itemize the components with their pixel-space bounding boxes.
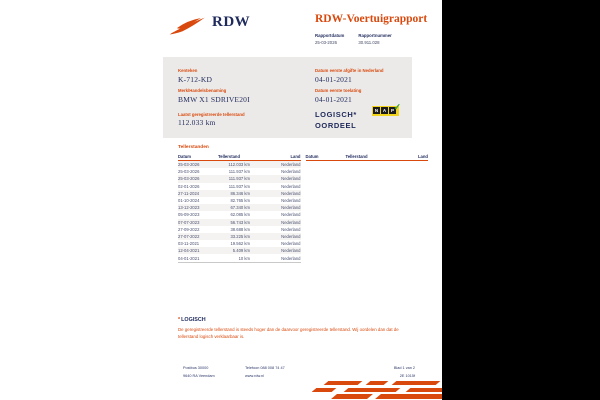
kenteken-label: Kenteken xyxy=(178,68,198,73)
tellerstand-label: Laatst geregistreerde tellerstand xyxy=(178,111,245,117)
table-row xyxy=(178,254,301,261)
nap-checkmark-icon: ✓ xyxy=(393,102,401,112)
cell-land: Nederland xyxy=(281,183,301,189)
summary-left-column xyxy=(178,68,308,132)
cell-land: Nederland xyxy=(281,233,301,239)
cell-datum: 25-03-2026 xyxy=(178,162,200,168)
table-row xyxy=(178,226,301,233)
footer-page-indicator: Blad 1 van 2 xyxy=(393,366,415,370)
footer-form-code: 2E 1015f xyxy=(399,373,415,378)
report-date xyxy=(315,33,344,45)
footnote-body: De geregistreerde tellerstand is steeds hoger dan de daarvoor geregistreerde tellerstand. Wij oordelen dan dat de tellerstand logisch verklaarbaar is. xyxy=(178,327,399,340)
footer-address-line1: Postbus 30000 xyxy=(183,366,209,370)
rdw-eagle-icon xyxy=(168,14,206,41)
cell-tellerstand: 33.225 km xyxy=(230,233,250,239)
rdw-logo xyxy=(168,14,250,41)
footer-paging xyxy=(394,366,415,381)
table-row xyxy=(178,211,301,218)
table-row xyxy=(178,161,301,168)
afgifte-value: 04-01-2021 xyxy=(315,74,352,84)
table-row xyxy=(178,183,301,190)
cell-tellerstand: 111.937 km xyxy=(228,183,250,189)
kenteken-value: K-712-KD xyxy=(178,74,213,84)
cell-tellerstand: 62.085 km xyxy=(230,212,250,218)
cell-land: Nederland xyxy=(281,198,301,204)
cell-datum: 04-01-2021 xyxy=(178,255,200,261)
report-number xyxy=(358,33,391,45)
rdw-logo-text: RDW xyxy=(212,14,251,30)
toelating-label: Datum eerste toelating xyxy=(315,88,362,93)
cell-tellerstand: 112.033 km xyxy=(228,162,250,168)
footnote-heading xyxy=(178,317,420,323)
cell-tellerstand: 67.340 km xyxy=(230,205,250,211)
cell-land: Nederland xyxy=(281,176,301,182)
cell-land: Nederland xyxy=(281,162,301,168)
report-meta xyxy=(315,33,392,45)
cell-tellerstand: 19.562 km xyxy=(230,241,250,247)
column-header-tellerstand: Tellerstand xyxy=(345,154,368,159)
afgifte-label: Datum eerste afgifte in Nederland xyxy=(315,68,384,73)
table-row xyxy=(178,233,301,240)
cell-datum: 05-09-2023 xyxy=(178,212,200,218)
merk-label: Merk/Handelsbenaming xyxy=(178,88,227,93)
table-row xyxy=(178,247,301,254)
table-header-left xyxy=(178,153,301,161)
table-row xyxy=(178,197,301,204)
footnote-heading-text: LOGISCH xyxy=(181,317,206,323)
cell-datum: 27-07-2022 xyxy=(178,233,200,239)
column-header-land: Land xyxy=(417,154,428,159)
cell-land: Nederland xyxy=(281,190,301,196)
page-title: RDW-Voertuigrapport xyxy=(315,13,428,25)
verdict-line2: OORDEEL xyxy=(315,121,357,131)
column-header-datum: Datum xyxy=(178,154,192,159)
cell-land: Nederland xyxy=(281,255,301,261)
footnote xyxy=(178,317,420,340)
cell-land: Nederland xyxy=(281,241,301,247)
cell-tellerstand: 111.937 km xyxy=(228,176,250,182)
cell-tellerstand: 38.688 km xyxy=(230,226,250,232)
toelating-value: 04-01-2021 xyxy=(315,94,352,104)
verdict-line1: LOGISCH* xyxy=(315,109,357,119)
cell-land: Nederland xyxy=(281,169,301,175)
footnote-star: * xyxy=(178,317,181,323)
cell-datum: 07-07-2023 xyxy=(178,219,200,225)
cell-datum: 03-11-2021 xyxy=(178,241,200,247)
table-row xyxy=(178,175,301,182)
nap-letter-p: P xyxy=(390,108,394,113)
table-row xyxy=(178,190,301,197)
cell-datum: 01-10-2024 xyxy=(178,198,200,204)
nap-letter-n: N xyxy=(374,108,379,113)
meter-readings-table xyxy=(178,153,428,263)
cell-tellerstand: 111.937 km xyxy=(228,169,250,175)
report-date-value: 25-03-2026 xyxy=(315,39,337,45)
footer-website: www.rdw.nl xyxy=(245,373,264,378)
cell-tellerstand: 5.409 km xyxy=(232,248,250,254)
cell-datum: 25-03-2026 xyxy=(178,176,200,182)
cell-tellerstand: 56.743 km xyxy=(230,219,250,225)
cell-tellerstand: 82.765 km xyxy=(230,198,250,204)
footer-address-line2: 9640 RA Veendam xyxy=(183,373,215,378)
column-header-datum: Datum xyxy=(305,154,319,159)
table-row xyxy=(178,240,301,247)
cell-land: Nederland xyxy=(281,205,301,211)
column-header-land: Land xyxy=(290,154,301,159)
cell-datum: 02-01-2026 xyxy=(178,183,200,189)
nap-letter-a: A xyxy=(382,108,387,113)
footer-phone: Telefoon 088 008 74 47 xyxy=(245,366,285,370)
cell-tellerstand: 10 km xyxy=(238,255,250,261)
footer-address xyxy=(183,366,215,381)
viewer-background xyxy=(442,0,600,400)
meter-table-right xyxy=(306,153,429,263)
meter-readings-body xyxy=(178,161,301,263)
cell-datum: 27-11-2024 xyxy=(178,190,200,196)
vehicle-summary-panel xyxy=(163,57,412,138)
tellerstand-value: 112.033 km xyxy=(178,118,216,127)
rdw-speed-stripes-graphic xyxy=(312,381,442,400)
nap-logo xyxy=(372,102,401,116)
table-row xyxy=(178,168,301,175)
cell-land: Nederland xyxy=(281,212,301,218)
summary-right-column xyxy=(315,68,410,132)
table-title: Tellerstanden xyxy=(178,145,209,150)
cell-tellerstand: 86.346 km xyxy=(230,190,250,196)
cell-datum: 12-04-2021 xyxy=(178,248,200,254)
cell-land: Nederland xyxy=(281,219,301,225)
merk-value: BMW X1 SDRIVE20I xyxy=(178,94,250,104)
cell-datum: 27-09-2022 xyxy=(178,226,200,232)
report-date-label: Rapportdatum xyxy=(315,33,345,38)
table-header-right xyxy=(306,153,429,161)
cell-land: Nederland xyxy=(281,248,301,254)
meter-table-left xyxy=(178,153,301,263)
column-header-tellerstand: Tellerstand xyxy=(218,154,241,159)
table-row xyxy=(178,219,301,226)
cell-land: Nederland xyxy=(281,226,301,232)
cell-datum: 25-03-2026 xyxy=(178,169,200,175)
footer-contact xyxy=(245,366,285,381)
table-row xyxy=(178,204,301,211)
report-number-label: Rapportnummer xyxy=(358,33,392,38)
cell-datum: 13-12-2023 xyxy=(178,205,200,211)
report-number-value: 30.911.028 xyxy=(358,39,380,45)
